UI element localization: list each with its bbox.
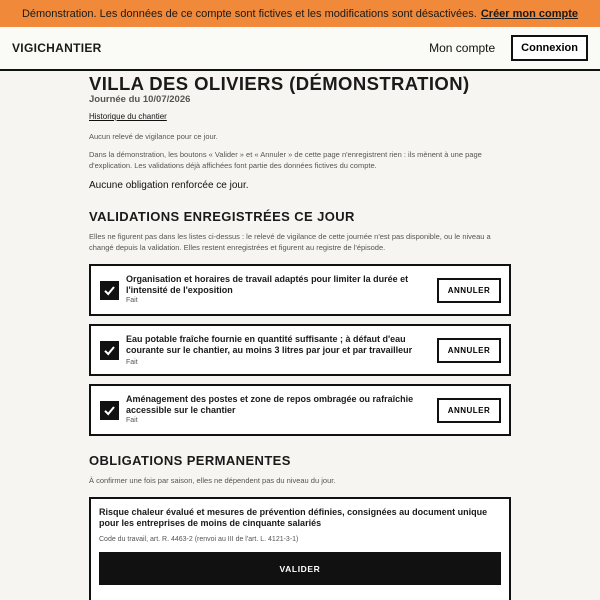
day-date: Journée du 10/07/2026 <box>89 94 191 105</box>
cancel-button[interactable]: ANNULER <box>437 278 501 303</box>
no-reading-text: Aucun relevé de vigilance pour ce jour. <box>89 132 218 141</box>
permanent-intro: À confirmer une fois par saison, elles ne dépendent pas du niveau du jour. <box>89 476 336 485</box>
checked-checkbox[interactable] <box>100 401 119 420</box>
validation-title: Aménagement des postes et zone de repos ombragée ou rafraîchie accessible sur le chantier <box>126 394 414 415</box>
validation-status: Fait <box>126 297 138 304</box>
demo-banner <box>0 0 600 27</box>
create-account-link[interactable]: Créer mon compte <box>480 7 579 20</box>
permanent-card <box>89 497 511 600</box>
site-header <box>0 27 600 71</box>
validation-title: Organisation et horaires de travail adaptés pour limiter la durée et l'intensité de l'exposition <box>126 274 409 295</box>
validations-intro: Elles ne figurent pas dans les listes ci-dessus : le relevé de vigilance de cette journée n'est pas disponible, ou le niveau a changé depuis la validation. Elles restent enregistrées et figurent au registre de l'épisode. <box>89 232 491 252</box>
login-button[interactable]: Connexion <box>511 35 588 61</box>
checked-checkbox[interactable] <box>100 341 119 360</box>
checked-checkbox[interactable] <box>100 281 119 300</box>
validation-card <box>89 264 511 316</box>
check-icon <box>103 344 116 357</box>
brand-logo[interactable]: VIGICHANTIER <box>12 41 102 55</box>
header-actions <box>429 35 588 61</box>
cancel-button[interactable]: ANNULER <box>437 338 501 363</box>
validations-heading: VALIDATIONS ENREGISTRÉES CE JOUR <box>89 209 355 224</box>
permanent-heading: OBLIGATIONS PERMANENTES <box>89 453 291 468</box>
check-icon <box>103 404 116 417</box>
no-reinforced-text: Aucune obligation renforcée ce jour. <box>89 180 249 191</box>
validation-card <box>89 384 511 436</box>
history-link[interactable]: Historique du chantier <box>89 112 167 121</box>
cancel-button[interactable]: ANNULER <box>437 398 501 423</box>
validation-status: Fait <box>126 359 138 366</box>
page-title: VILLA DES OLIVIERS (DÉMONSTRATION) <box>89 73 470 94</box>
validate-button[interactable]: VALIDER <box>99 552 501 585</box>
check-icon <box>103 284 116 297</box>
validation-title: Eau potable fraîche fournie en quantité suffisante ; à défaut d'eau courante sur le chantier, au moins 3 litres par jour et par travailleur <box>126 334 413 355</box>
account-link[interactable]: Mon compte <box>429 41 496 55</box>
demo-banner-text: Démonstration. Les données de ce compte sont fictives et les modifications sont désactivées. <box>21 7 477 20</box>
validation-status: Fait <box>126 417 138 424</box>
demo-note-text: Dans la démonstration, les boutons « Valider » et « Annuler » de cette page n'enregistrent rien : ils mènent à une page d'explication. Les validations déjà affichées font partie des données fictives du compte. <box>89 150 482 170</box>
legal-reference: Code du travail, art. R. 4463-2 (renvoi au III de l'art. L. 4121-3-1) <box>99 536 299 543</box>
permanent-title: Risque chaleur évalué et mesures de prévention définies, consignées au document unique pour les entreprises de moins de cinquante salariés <box>99 507 488 528</box>
validation-card <box>89 324 511 376</box>
